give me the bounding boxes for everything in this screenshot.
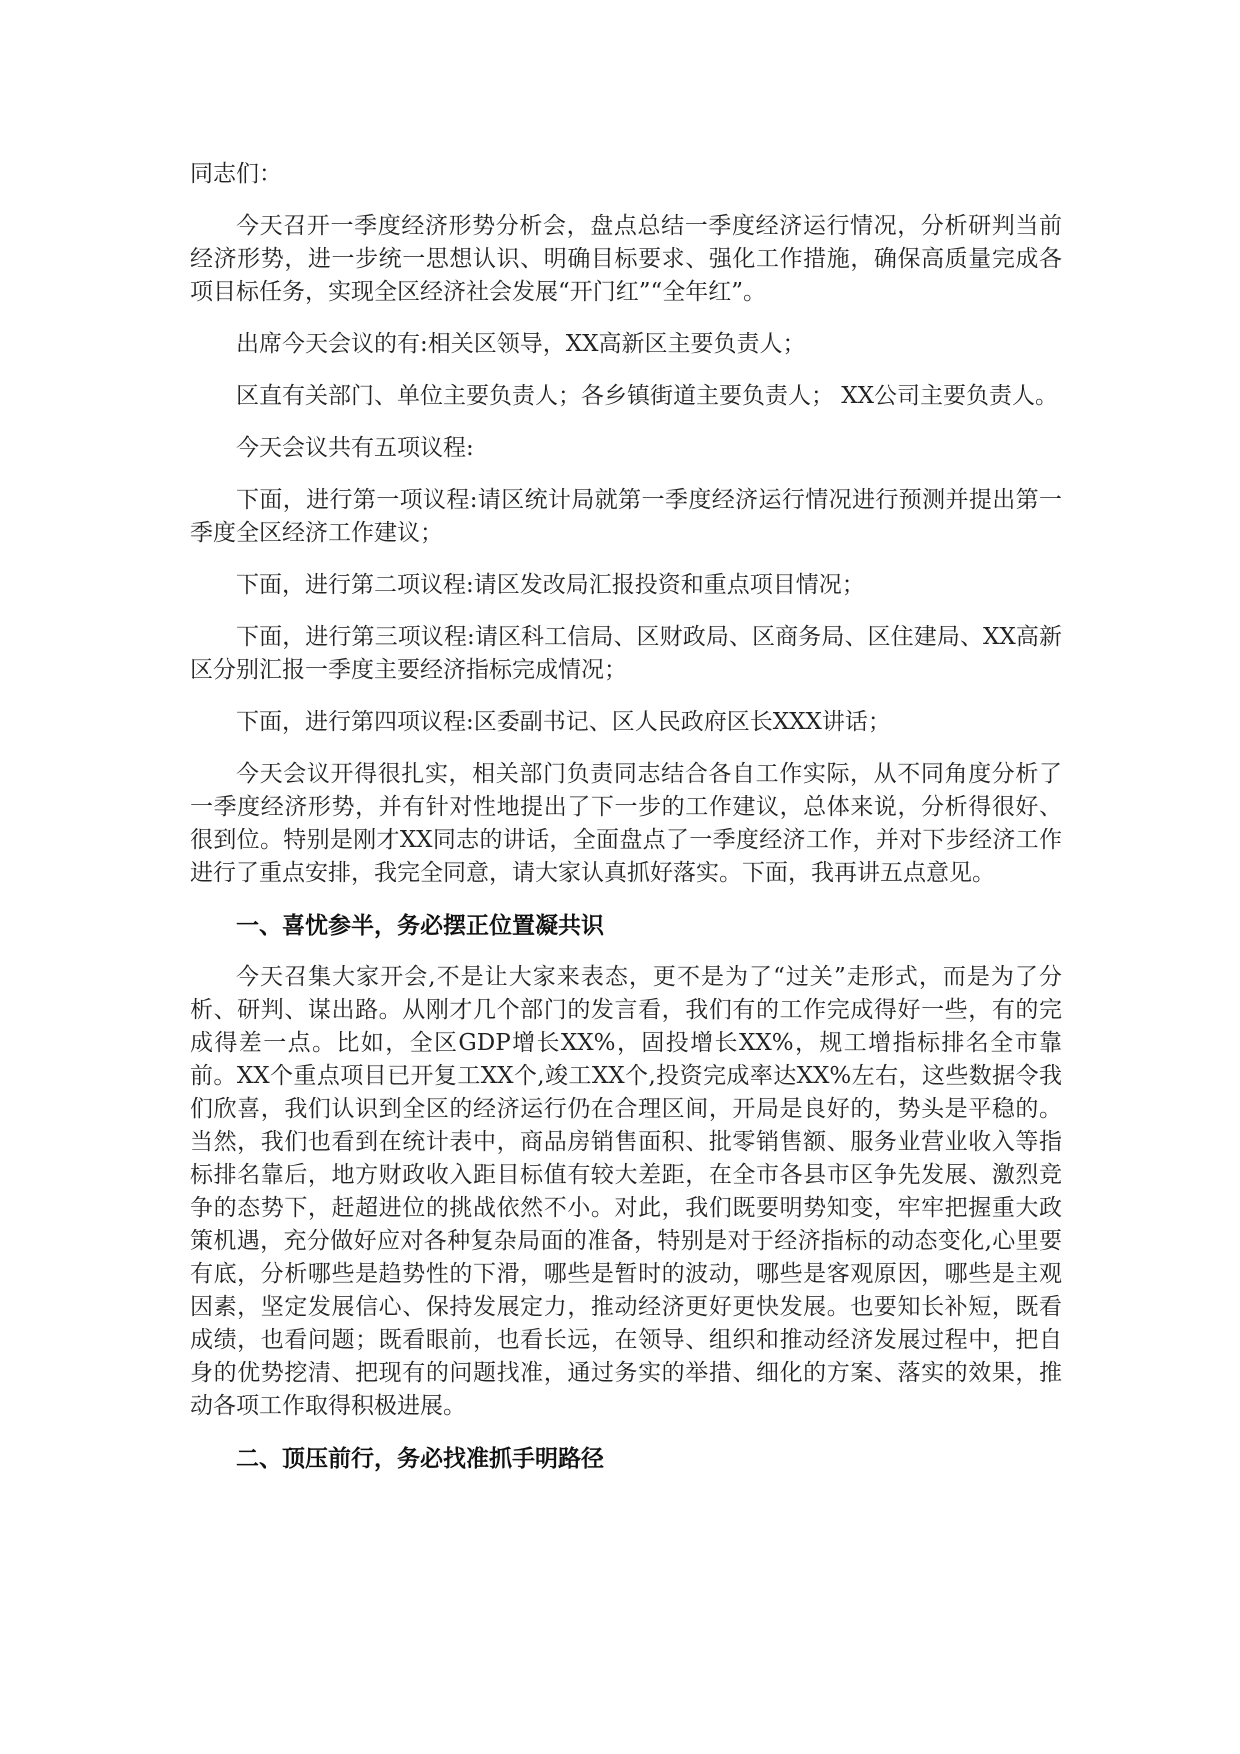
salutation: 同志们： <box>190 161 282 187</box>
document-page <box>190 158 1062 1494</box>
section-heading-2: 二、顶压前行，务必找准抓手明路径 <box>236 1445 604 1472</box>
paragraph-attendees: 出席今天会议的有:相关区领导，XX高新区主要负责人； <box>236 331 806 357</box>
paragraph-agenda-item-2: 下面，进行第二项议程:请区发改局汇报投资和重点项目情况； <box>236 572 865 598</box>
paragraph-summary: 今天会议开得很扎实，相关部门负责同志结合各自工作实际，从不同角度分析了一季度经济形势，并有针对性地提出了下一步的工作建议，总体来说，分析得很好、很到位。特别是刚才XX同志的讲话，全面盘点了一季度经济工作，并对下步经济工作进行了重点安排，我完全同意，请大家认真抓好落实。下面，我再讲五点意见。 <box>190 761 1062 886</box>
paragraph-agenda-item-4: 下面，进行第四项议程:区委副书记、区人民政府区长XXX讲话； <box>236 709 891 735</box>
paragraph-agenda-item-1: 下面，进行第一项议程:请区统计局就第一季度经济运行情况进行预测并提出第一季度全区经济工作建议； <box>190 487 1062 546</box>
paragraph-attendees-continued: 区直有关部门、单位主要负责人；各乡镇街道主要负责人； XX公司主要负责人。 <box>236 383 1059 409</box>
section-1-paragraph: 今天召集大家开会,不是让大家来表态，更不是为了“过关”走形式，而是为了分析、研判、谋出路。从刚才几个部门的发言看，我们有的工作完成得好一些，有的完成得差一点。比如，全区GDP增长XX%，固投增长XX%，规工增指标排名全市靠前。XX个重点项目已开复工XX个,竣工XX个,投资完成率达XX%左右，这些数据令我们欣喜，我们认识到全区的经济运行仍在合理区间，开局是良好的，势头是平稳的。当然，我们也看到在统计表中，商品房销售面积、批零销售额、服务业营业收入等指标排名靠后，地方财政收入距目标值有较大差距，在全市各县市区争先发展、激烈竞争的态势下，赶超进位的挑战依然不小。对此，我们既要明势知变，牢牢把握重大政策机遇，充分做好应对各种复杂局面的准备，特别是对于经济指标的动态变化,心里要有底，分析哪些是趋势性的下滑，哪些是暂时的波动，哪些是客观原因，哪些是主观因素，坚定发展信心、保持发展定力，推动经济更好更快发展。也要知长补短，既看成绩，也看问题；既看眼前，也看长远，在领导、组织和推动经济发展过程中，把自身的优势挖清、把现有的问题找准，通过务实的举措、细化的方案、落实的效果，推动各项工作取得积极进展。 <box>190 964 1062 1419</box>
section-heading-1: 一、喜忧参半，务必摆正位置凝共识 <box>236 912 604 939</box>
paragraph-agenda-item-3: 下面，进行第三项议程:请区科工信局、区财政局、区商务局、区住建局、XX高新区分别汇报一季度主要经济指标完成情况； <box>190 624 1062 683</box>
paragraph-agenda-intro: 今天会议共有五项议程: <box>236 435 474 461</box>
paragraph-opening: 今天召开一季度经济形势分析会，盘点总结一季度经济运行情况，分析研判当前经济形势，进一步统一思想认识、明确目标要求、强化工作措施，确保高质量完成各项目标任务，实现全区经济社会发展“开门红”“全年红”。 <box>190 213 1062 305</box>
